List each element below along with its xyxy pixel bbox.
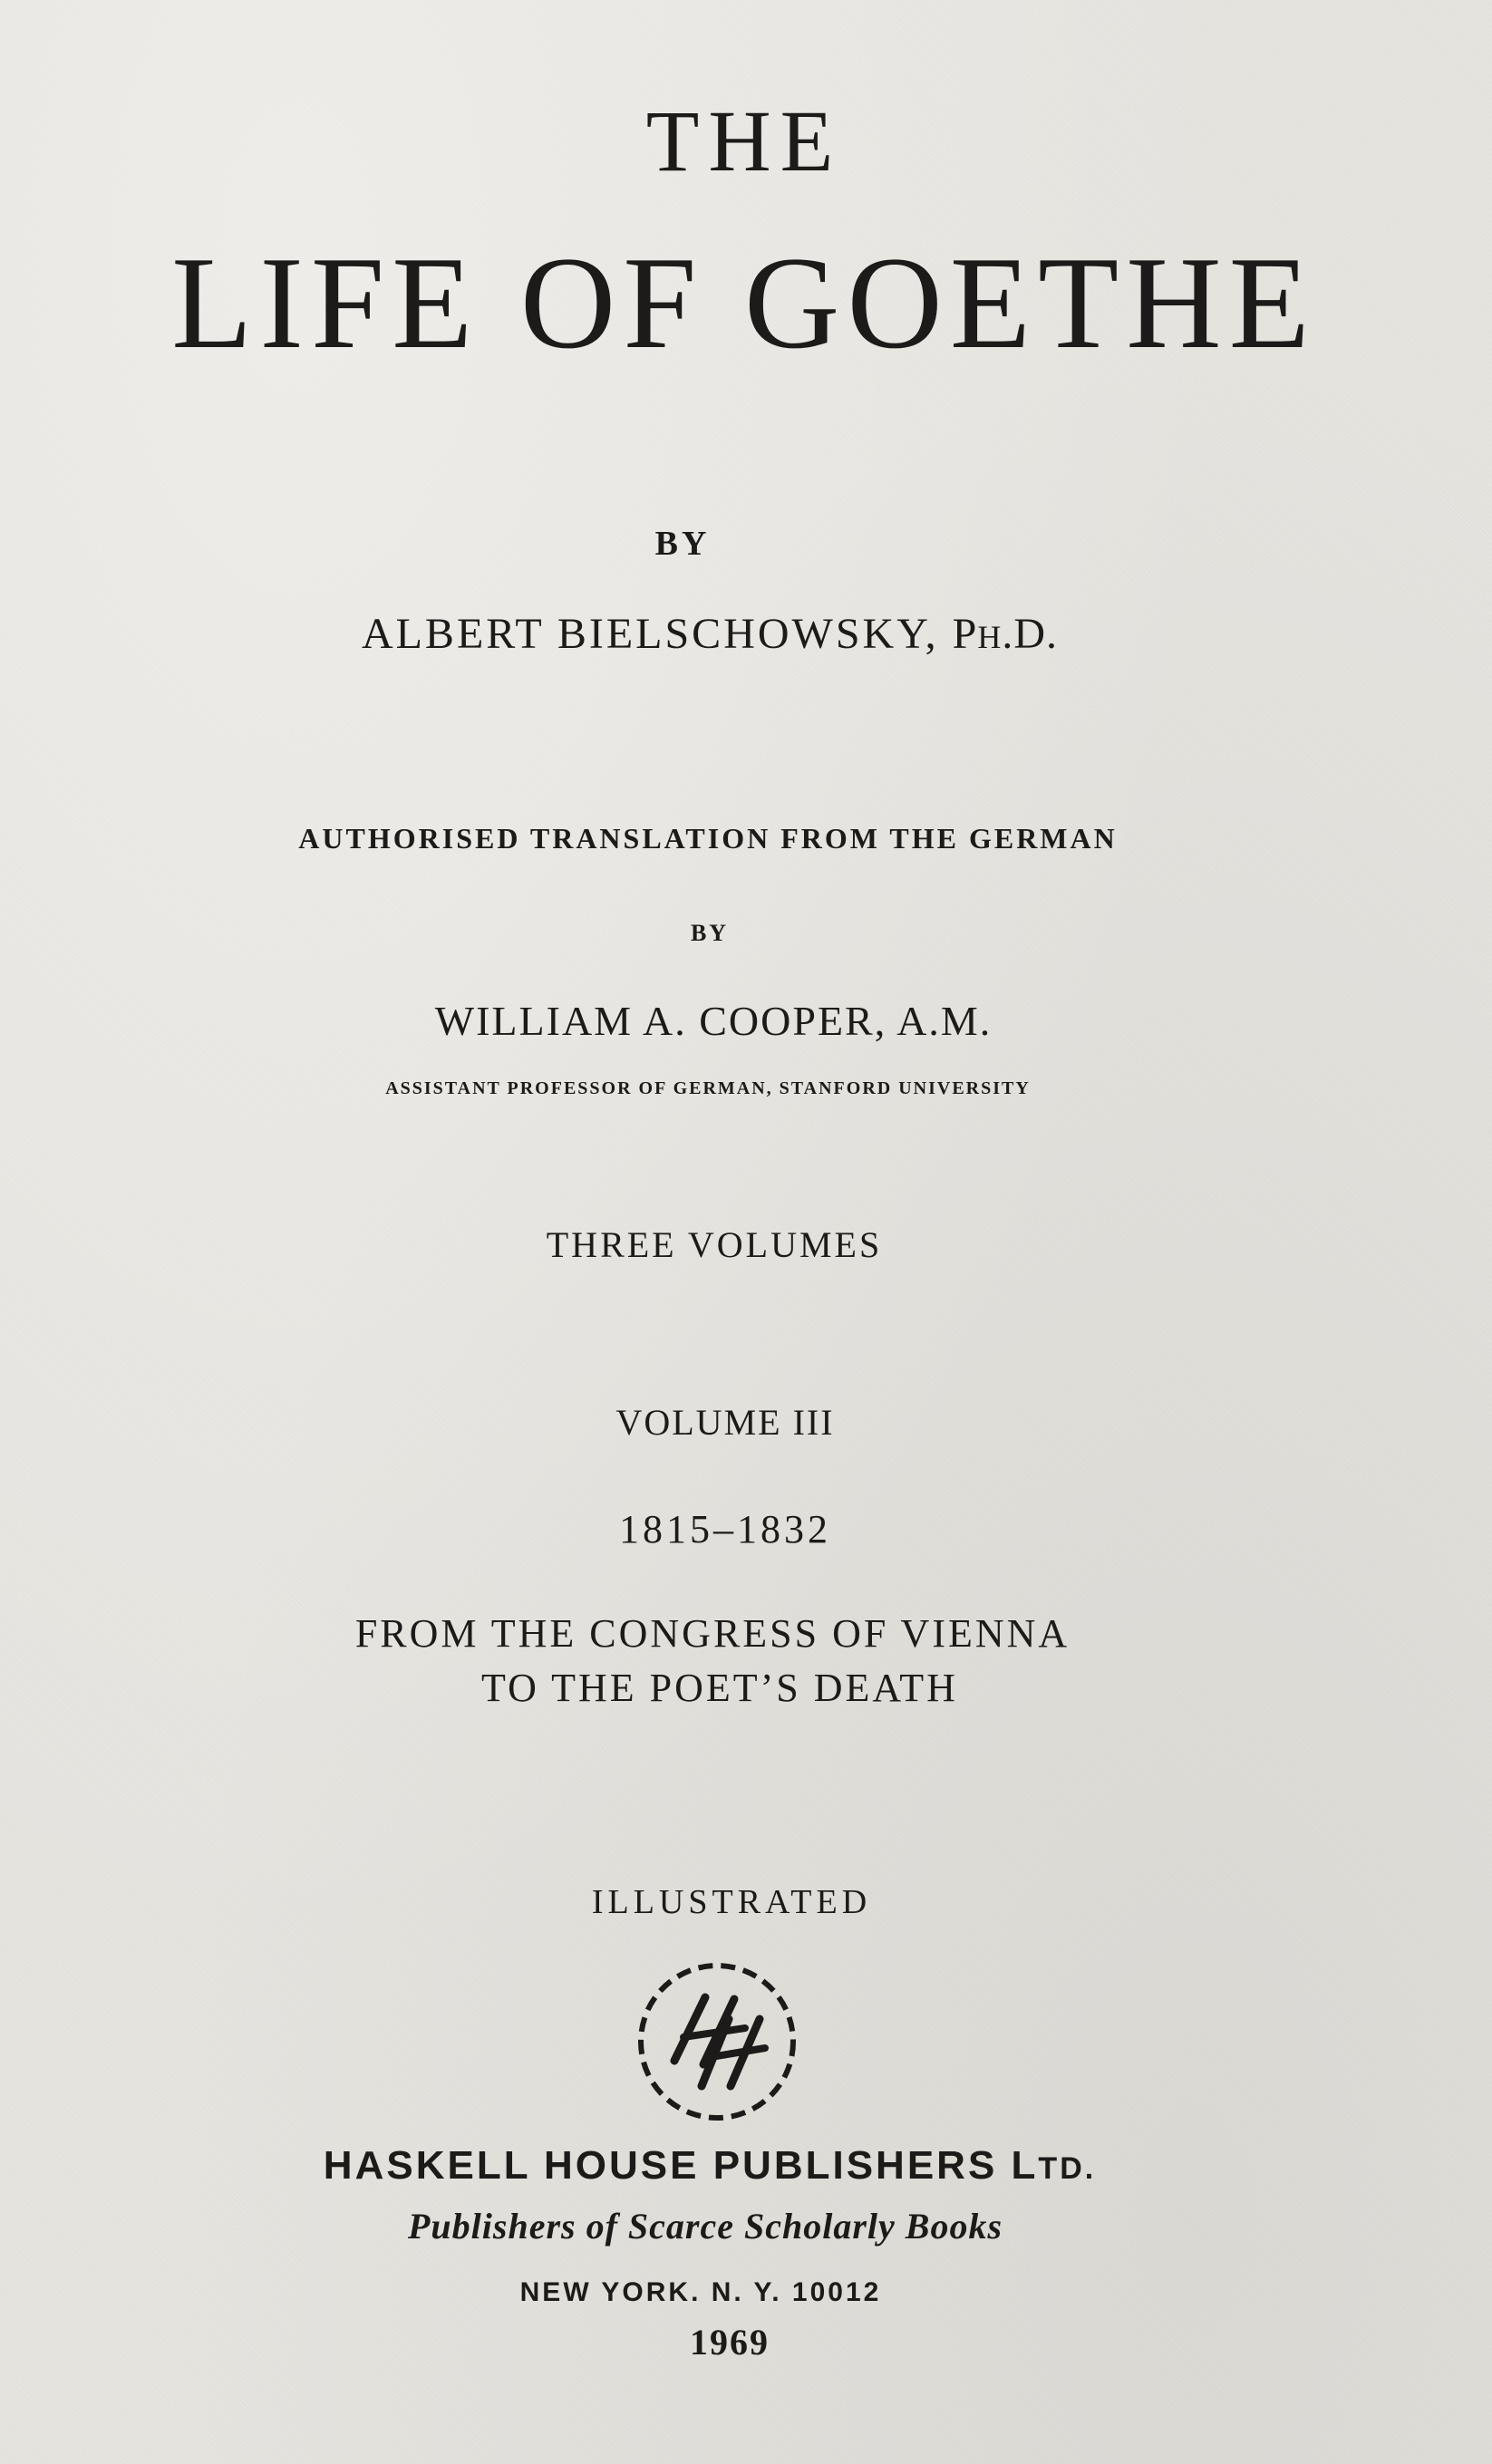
- translation-note: AUTHORISED TRANSLATION FROM THE GERMAN: [298, 822, 1118, 855]
- title-line-the: THE: [645, 92, 843, 189]
- publication-year: 1969: [690, 2322, 770, 2363]
- author-name-text: ALBERT BIELSCHOWSKY,: [361, 610, 939, 658]
- publisher-name-text: HASKELL HOUSE PUBLISHERS: [323, 2143, 998, 2188]
- translator-affiliation: ASSISTANT PROFESSOR OF GERMAN, STANFORD UNIVERSITY: [385, 1078, 1031, 1098]
- volume-subtitle-line-1: FROM THE CONGRESS OF VIENNA: [354, 1611, 1071, 1656]
- publisher-ltd-small: TD.: [1038, 2151, 1097, 2186]
- hh-monogram-logo-icon: [635, 1959, 799, 2124]
- author-degree: [953, 610, 1058, 658]
- translator-by-label: BY: [690, 920, 730, 946]
- publisher-address: NEW YORK. N. Y. 10012: [519, 2277, 882, 2307]
- author-degree-rest: .D.: [1002, 610, 1059, 658]
- volume-count: THREE VOLUMES: [546, 1224, 883, 1265]
- illustrated-label: ILLUSTRATED: [591, 1883, 872, 1921]
- volume-number: VOLUME III: [615, 1402, 835, 1443]
- book-title: LIFE OF GOETHE: [171, 229, 1317, 376]
- author-name: [0, 609, 1456, 659]
- logo-monogram: [674, 1997, 765, 2086]
- publisher-ltd: [1012, 2143, 1097, 2188]
- volume-subtitle-line-2: TO THE POET’S DEATH: [481, 1666, 958, 1710]
- author-by-label: BY: [654, 525, 711, 563]
- translator-name: WILLIAM A. COOPER, A.M.: [434, 998, 993, 1044]
- publisher-tagline: Publishers of Scarce Scholarly Books: [407, 2206, 1003, 2247]
- publisher-name: [0, 2143, 1456, 2189]
- publisher-ltd-initial: L: [1011, 2143, 1039, 2188]
- author-degree-initial: P: [952, 610, 978, 658]
- author-degree-small: H: [977, 619, 1003, 655]
- volume-dates: 1815–1832: [619, 1507, 831, 1551]
